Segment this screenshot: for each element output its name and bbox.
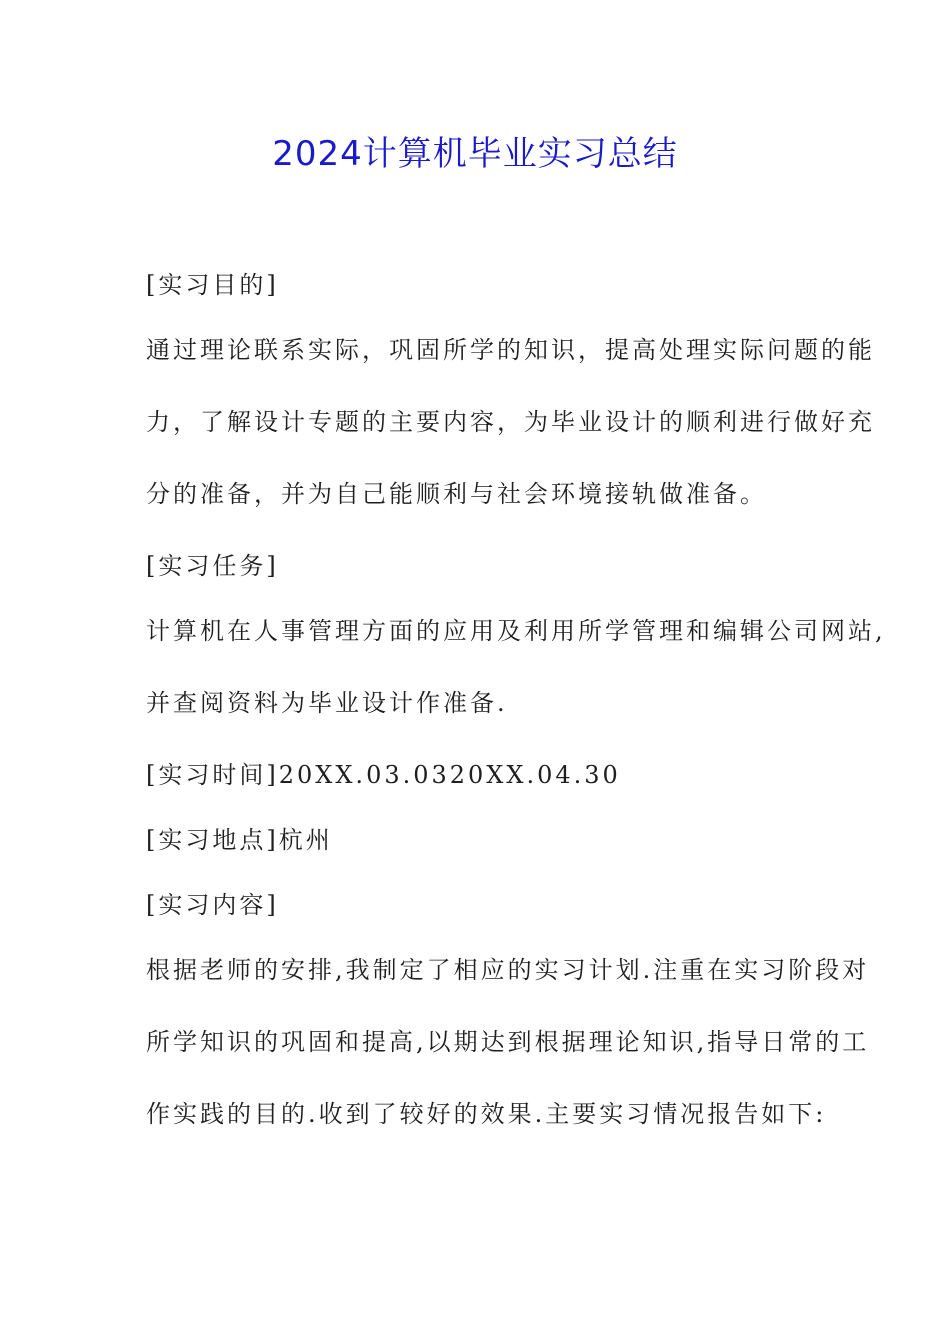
- document-title: 2024计算机毕业实习总结: [272, 134, 678, 174]
- paragraph-line: 根据老师的安排,我制定了相应的实习计划.注重在实习阶段对: [146, 956, 870, 984]
- paragraph-line: 并查阅资料为毕业设计作准备.: [146, 689, 508, 717]
- paragraph-line: 力，了解设计专题的主要内容，为毕业设计的顺利进行做好充: [146, 408, 875, 436]
- section-heading-task: [实习任务]: [146, 552, 279, 580]
- paragraph-line: 作实践的目的.收到了较好的效果.主要实习情况报告如下:: [146, 1100, 827, 1128]
- paragraph-line: 所学知识的巩固和提高,以期达到根据理论知识,指导日常的工: [146, 1028, 870, 1056]
- section-heading-time: [实习时间]20XX.03.0320XX.04.30: [146, 761, 621, 789]
- paragraph-line: 计算机在人事管理方面的应用及利用所学管理和编辑公司网站,: [146, 617, 886, 645]
- paragraph-line: 分的准备，并为自己能顺利与社会环境接轨做准备。: [146, 480, 767, 508]
- section-heading-content: [实习内容]: [146, 891, 279, 919]
- section-heading-location: [实习地点]杭州: [146, 826, 333, 854]
- section-heading-purpose: [实习目的]: [146, 271, 279, 299]
- paragraph-line: 通过理论联系实际，巩固所学的知识，提高处理实际问题的能: [146, 336, 875, 364]
- document-body: [146, 256, 886, 1157]
